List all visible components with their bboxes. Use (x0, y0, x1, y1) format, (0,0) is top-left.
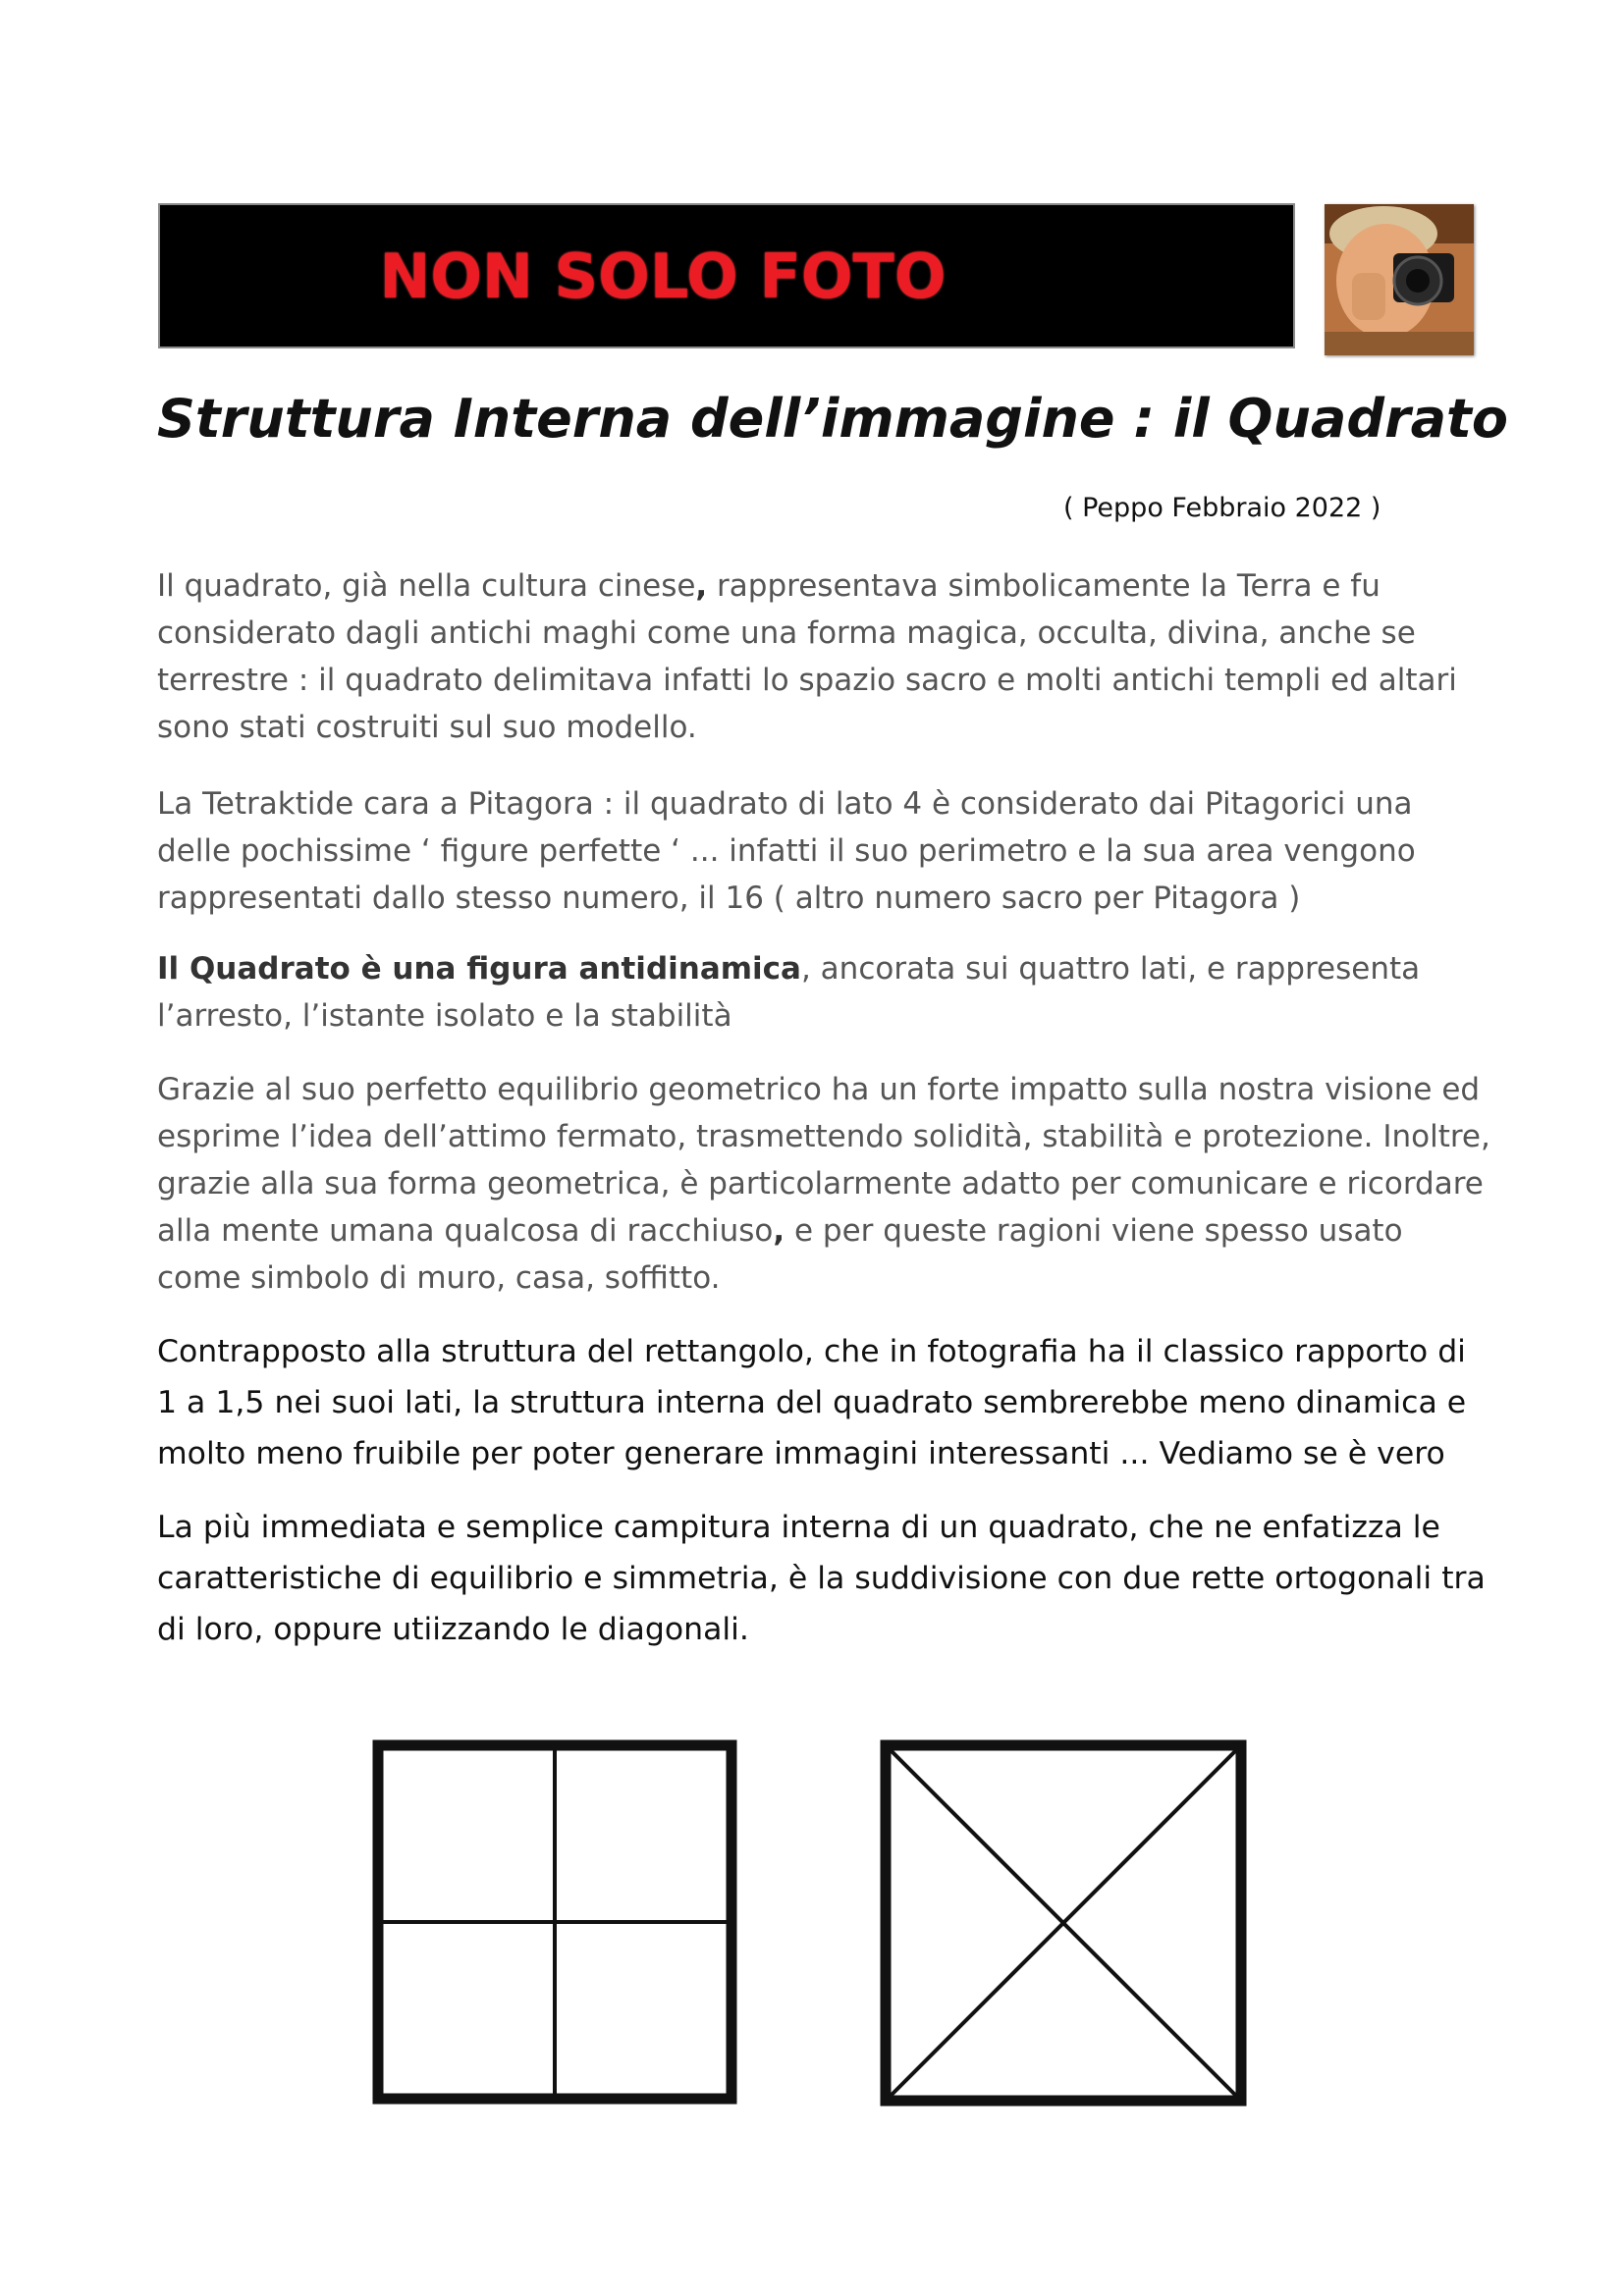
paragraph-5: Contrapposto alla struttura del rettangolo, che in fotografia ha il classico rapporto di 1 a 1,5 nei suoi lati, la struttura interna del quadrato sembrerebbe meno dinamica e molto meno fruibile per poter generare immagini interessanti ... Vediamo se è vero (157, 1334, 1467, 1471)
paragraph-4-text-b: e per queste ragioni viene spesso usato come simbolo di muro, casa, soffitto. (157, 1213, 1403, 1296)
paragraph-1-text-b: rappresentava simbolicamente la Terra e fu considerato dagli antichi maghi come una forma magica, occulta, divina, anche se terrestre : il quadrato delimitava infatti lo spazio sacro e molti antichi templi ed altari sono stati costruiti sul suo modello. (157, 568, 1457, 745)
square-divisions-figure (353, 1718, 1267, 2140)
paragraph-4-text-a: Grazie al suo perfetto equilibrio geometrico ha un forte impatto sulla nostra visione ed esprime l’idea dell’attimo fermato, trasmettendo solidità, stabilità e protezione. Inoltre, grazie alla sua forma geometrica, è particolarmente adatto per comunicare e ricordare alla mente umana qualcosa di racchiuso (157, 1072, 1490, 1249)
paragraph-3 (157, 945, 1492, 1040)
byline: ( Peppo Febbraio 2022 ) (1063, 493, 1381, 523)
page-title: Struttura Interna dell’immagine : il Quadrato (157, 388, 1508, 450)
header-banner (158, 203, 1295, 348)
paragraph-4-bold-comma: , (773, 1213, 785, 1249)
square-diagrams (353, 1718, 1267, 2140)
banner-title: NON SOLO FOTO (379, 240, 947, 312)
paragraph-3-bold: Il Quadrato è una figura antidinamica (157, 951, 801, 987)
paragraph-6: La più immediata e semplice campitura interna di un quadrato, che ne enfatizza le caratteristiche di equilibrio e simmetria, è la suddivisione con due rette ortogonali tra di loro, oppure utiizzando le diagonali. (157, 1510, 1486, 1647)
paragraph-3-text: , ancorata sui quattro lati, e rappresenta l’arresto, l’istante isolato e la stabilità (157, 951, 1421, 1034)
square-orthogonal-division (378, 1745, 731, 2099)
author-photo-illustration (1325, 204, 1474, 355)
paragraph-1-bold-comma: , (695, 568, 708, 604)
paragraph-4 (157, 1066, 1492, 1302)
paragraph-2: La Tetraktide cara a Pitagora : il quadrato di lato 4 è considerato dai Pitagorici una delle pochissime ‘ figure perfette ‘ ... infatti il suo perimetro e la sua area vengono rappresentati dallo stesso numero, il 16 ( altro numero sacro per Pitagora ) (157, 786, 1416, 916)
paragraph-1 (157, 562, 1492, 751)
paragraph-1-text-a: Il quadrato, già nella cultura cinese (157, 568, 696, 604)
author-photo (1325, 204, 1474, 355)
square-diagonal-division (886, 1745, 1241, 2101)
